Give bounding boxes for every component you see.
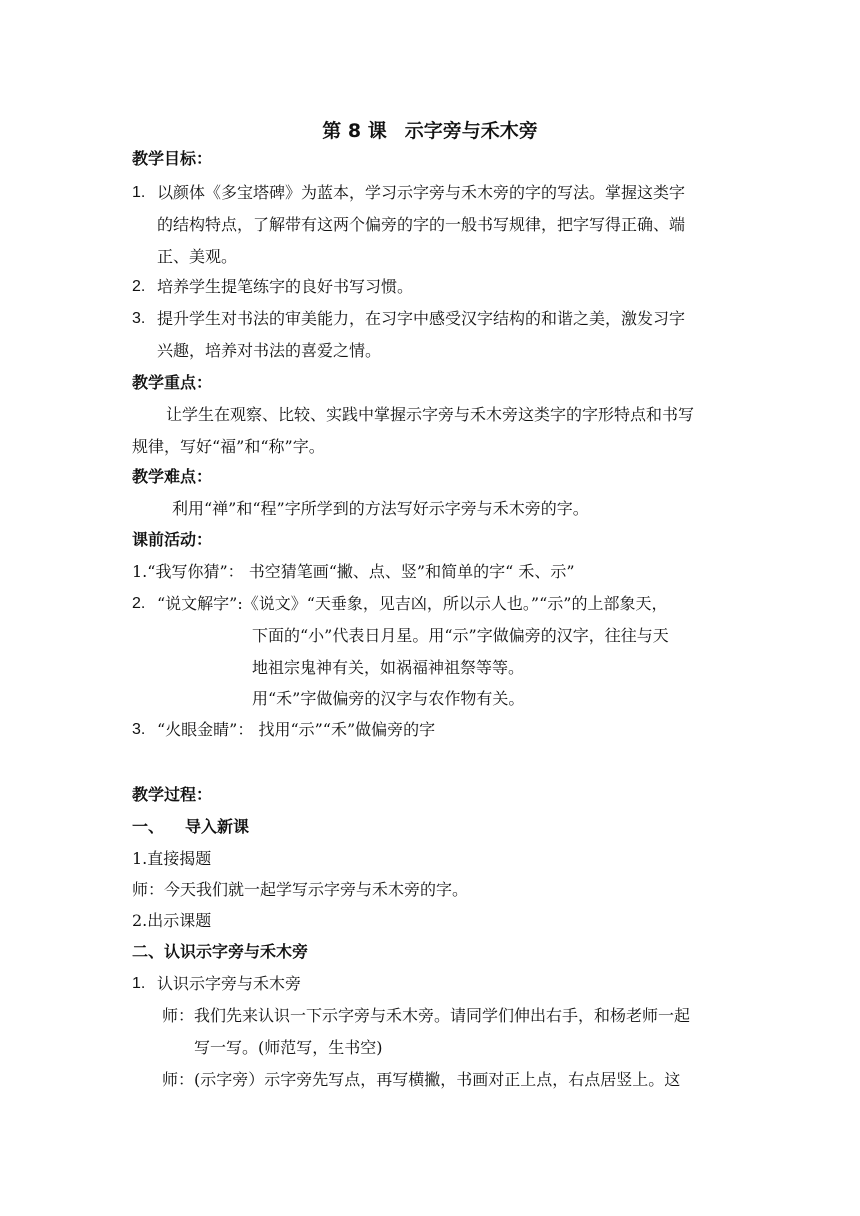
lesson-number: 第 8 课 (322, 120, 387, 142)
objectives-heading: 教学目标： (132, 149, 213, 168)
objective-1-line-3: 正、美观。 (157, 247, 238, 266)
key-points-line-1: 让学生在观察、比较、实践中掌握示字旁与禾木旁这类字的字形特点和书写 (166, 405, 695, 424)
section-2-item-number: 1. (132, 975, 146, 992)
objective-3-line-2: 兴趣，培养对书法的喜爱之情。 (157, 341, 382, 360)
objective-1-line-2: 的结构特点，了解带有这两个偏旁的字的一般书写规律，把字写得正确、端 (157, 215, 686, 234)
objective-3-number: 3. (132, 310, 146, 327)
pre-class-heading: 课前活动： (132, 530, 213, 549)
pre-class-item-2-line-4: 用“禾”字做偏旁的汉字与农作物有关。 (252, 689, 525, 708)
page-title (0, 116, 860, 143)
key-points-line-2: 规律，写好“福”和“称”字。 (132, 437, 325, 456)
difficulties-line-1: 利用“禅”和“程”字所学到的方法写好示字旁与禾木旁的字。 (172, 499, 589, 518)
section-1-line-2: 师：今天我们就一起学写示字旁与禾木旁的字。 (132, 880, 469, 899)
objective-1-number: 1. (132, 184, 146, 201)
process-heading: 教学过程： (132, 785, 213, 804)
section-1-line-3: 2.出示课题 (132, 911, 212, 930)
objective-3-line-1: 提升学生对书法的审美能力，在习字中感受汉字结构的和谐之美，激发习字 (157, 309, 686, 328)
difficulties-heading: 教学难点： (132, 467, 213, 486)
section-1-number: 一、 (132, 817, 165, 836)
objective-2-number: 2. (132, 278, 146, 295)
pre-class-item-2-line-3: 地祖宗鬼神有关，如祸福神祖祭等等。 (252, 658, 525, 677)
objective-1-line-1: 以颜体《多宝塔碑》为蓝本，学习示字旁与禾木旁的字的写法。掌握这类字 (157, 183, 686, 202)
pre-class-item-2-line-2: 下面的“小”代表日月星。用“示”字做偏旁的汉字，往往与天 (252, 626, 669, 645)
key-points-heading: 教学重点： (132, 373, 213, 392)
pre-class-item-1: 1.“我写你猜”： 书空猜笔画“撇、点、竖”和简单的字“ 禾、示” (132, 562, 575, 581)
pre-class-item-3-number: 3. (132, 721, 146, 738)
section-1-line-1: 1.直接揭题 (132, 849, 212, 868)
pre-class-item-2-number: 2. (132, 595, 146, 612)
section-2-para-1-line-2: 写一写。(师范写，生书空) (194, 1038, 383, 1057)
section-2-title: 二、认识示字旁与禾木旁 (132, 942, 309, 961)
pre-class-item-2-line-1: “说文解字”:《说文》“天垂象，见吉凶，所以示人也。”“示”的上部象天， (157, 594, 668, 613)
section-2-para-1-line-1: 师：我们先来认识一下示字旁与禾木旁。请同学们伸出右手，和杨老师一起 (162, 1006, 691, 1025)
section-1-title: 导入新课 (185, 817, 250, 836)
lesson-topic: 示字旁与禾木旁 (404, 120, 538, 142)
section-2-para-2-line-1: 师：(示字旁）示字旁先写点，再写横撇，书画对正上点，右点居竖上。这 (162, 1070, 681, 1089)
pre-class-item-3: “火眼金睛”： 找用“示”“禾”做偏旁的字 (157, 720, 436, 739)
section-2-item: 认识示字旁与禾木旁 (157, 974, 302, 993)
objective-2-line-1: 培养学生提笔练字的良好书写习惯。 (157, 277, 414, 296)
